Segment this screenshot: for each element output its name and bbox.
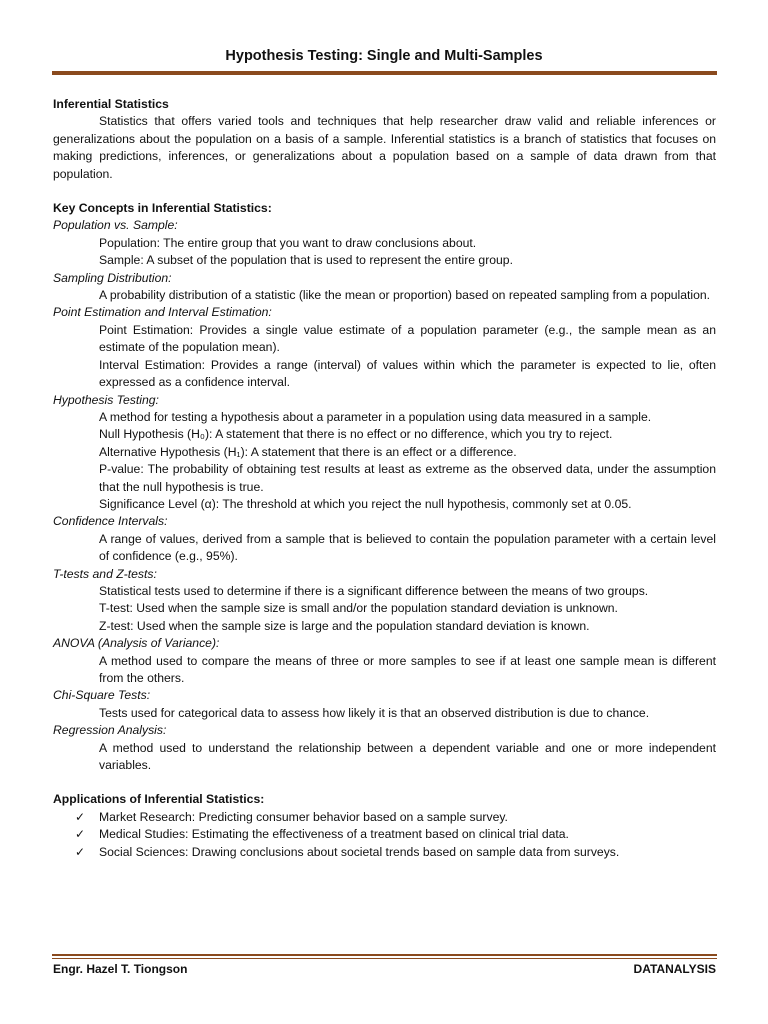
checkmark-icon: ✓ — [75, 809, 86, 824]
header-divider — [52, 71, 717, 75]
concept-title-hypothesis: Hypothesis Testing: — [53, 392, 159, 407]
footer-divider-thick — [52, 954, 717, 956]
list-item — [53, 844, 716, 861]
concept-item: T-test: Used when the sample size is small and/or the population standard deviation is unknown. — [99, 601, 618, 616]
checkmark-icon: ✓ — [75, 827, 86, 842]
concept-item: Significance Level (α): The threshold at which you reject the null hypothesis, commonly set at 0.05. — [99, 496, 632, 511]
concept-title-ttests: T-tests and Z-tests: — [53, 566, 157, 581]
concept-item: Sample: A subset of the population that is used to represent the entire group. — [99, 253, 513, 268]
checkmark-icon: ✓ — [75, 844, 86, 859]
footer-author: Engr. Hazel T. Tiongson — [53, 962, 188, 976]
concept-title-confidence: Confidence Intervals: — [53, 514, 168, 529]
applications-heading: Applications of Inferential Statistics: — [53, 792, 265, 807]
application-text: Social Sciences: Drawing conclusions about societal trends based on sample data from surveys. — [99, 844, 620, 859]
concepts-heading: Key Concepts in Inferential Statistics: — [53, 201, 272, 216]
intro-paragraph: Statistics that offers varied tools and techniques that help researcher draw valid and reliable inferences or generalizations about the population on a basis of a sample. Inferential statistics is a branch of statistics that focuses on making predictions, inferences, or generalizations about a population based on a sample of data drawn from that population. — [53, 114, 716, 181]
concept-title-sampling: Sampling Distribution: — [53, 270, 172, 285]
concept-item: A method used to compare the means of three or more samples to see if at least one sample mean is different from the others. — [99, 653, 716, 685]
concept-title-anova: ANOVA (Analysis of Variance): — [53, 636, 220, 651]
list-item — [53, 826, 716, 843]
footer-course: DATANALYSIS — [633, 962, 716, 976]
concept-item: Z-test: Used when the sample size is large and the population standard deviation is known. — [99, 618, 590, 633]
intro-heading: Inferential Statistics — [53, 97, 169, 111]
concept-item: Null Hypothesis (H₀): A statement that there is no effect or no difference, which you try to reject. — [99, 427, 613, 442]
footer-divider-thin — [52, 958, 717, 959]
concept-item: P-value: The probability of obtaining test results at least as extreme as the observed data, under the assumption that the null hypothesis is true. — [99, 462, 716, 494]
document-body — [53, 96, 716, 861]
application-text: Medical Studies: Estimating the effectiveness of a treatment based on clinical trial data. — [99, 827, 569, 842]
concept-item: Statistical tests used to determine if there is a significant difference between the means of two groups. — [99, 583, 649, 598]
concept-item: A range of values, derived from a sample that is believed to contain the population parameter with a certain level of confidence (e.g., 95%). — [99, 531, 716, 564]
concept-item: Alternative Hypothesis (H₁): A statement that there is an effect or a difference. — [99, 444, 517, 459]
concept-item: Interval Estimation: Provides a range (interval) of values within which the parameter is expected to lie, often expressed as a confidence interval. — [99, 357, 716, 390]
concept-item: Tests used for categorical data to assess how likely it is that an observed distribution is due to chance. — [99, 705, 650, 720]
list-item — [53, 809, 716, 826]
concept-title-estimation: Point Estimation and Interval Estimation: — [53, 305, 272, 320]
document-title: Hypothesis Testing: Single and Multi-Samples — [225, 48, 543, 64]
concept-item: A method used to understand the relationship between a dependent variable and one or more independent variables. — [99, 740, 716, 773]
concept-item: Population: The entire group that you want to draw conclusions about. — [99, 235, 477, 250]
concept-item: A method for testing a hypothesis about a parameter in a population using data measured in a sample. — [99, 409, 652, 424]
application-text: Market Research: Predicting consumer behavior based on a sample survey. — [99, 809, 508, 824]
concept-title-regression: Regression Analysis: — [53, 723, 167, 738]
concept-title-population: Population vs. Sample: — [53, 218, 178, 233]
concept-title-chisquare: Chi-Square Tests: — [53, 688, 151, 703]
concept-item: Point Estimation: Provides a single value estimate of a population parameter (e.g., the sample mean as an estimate of the population mean). — [99, 322, 716, 355]
concept-item: A probability distribution of a statistic (like the mean or proportion) based on repeated sampling from a population. — [99, 288, 711, 303]
applications-list — [53, 809, 716, 861]
